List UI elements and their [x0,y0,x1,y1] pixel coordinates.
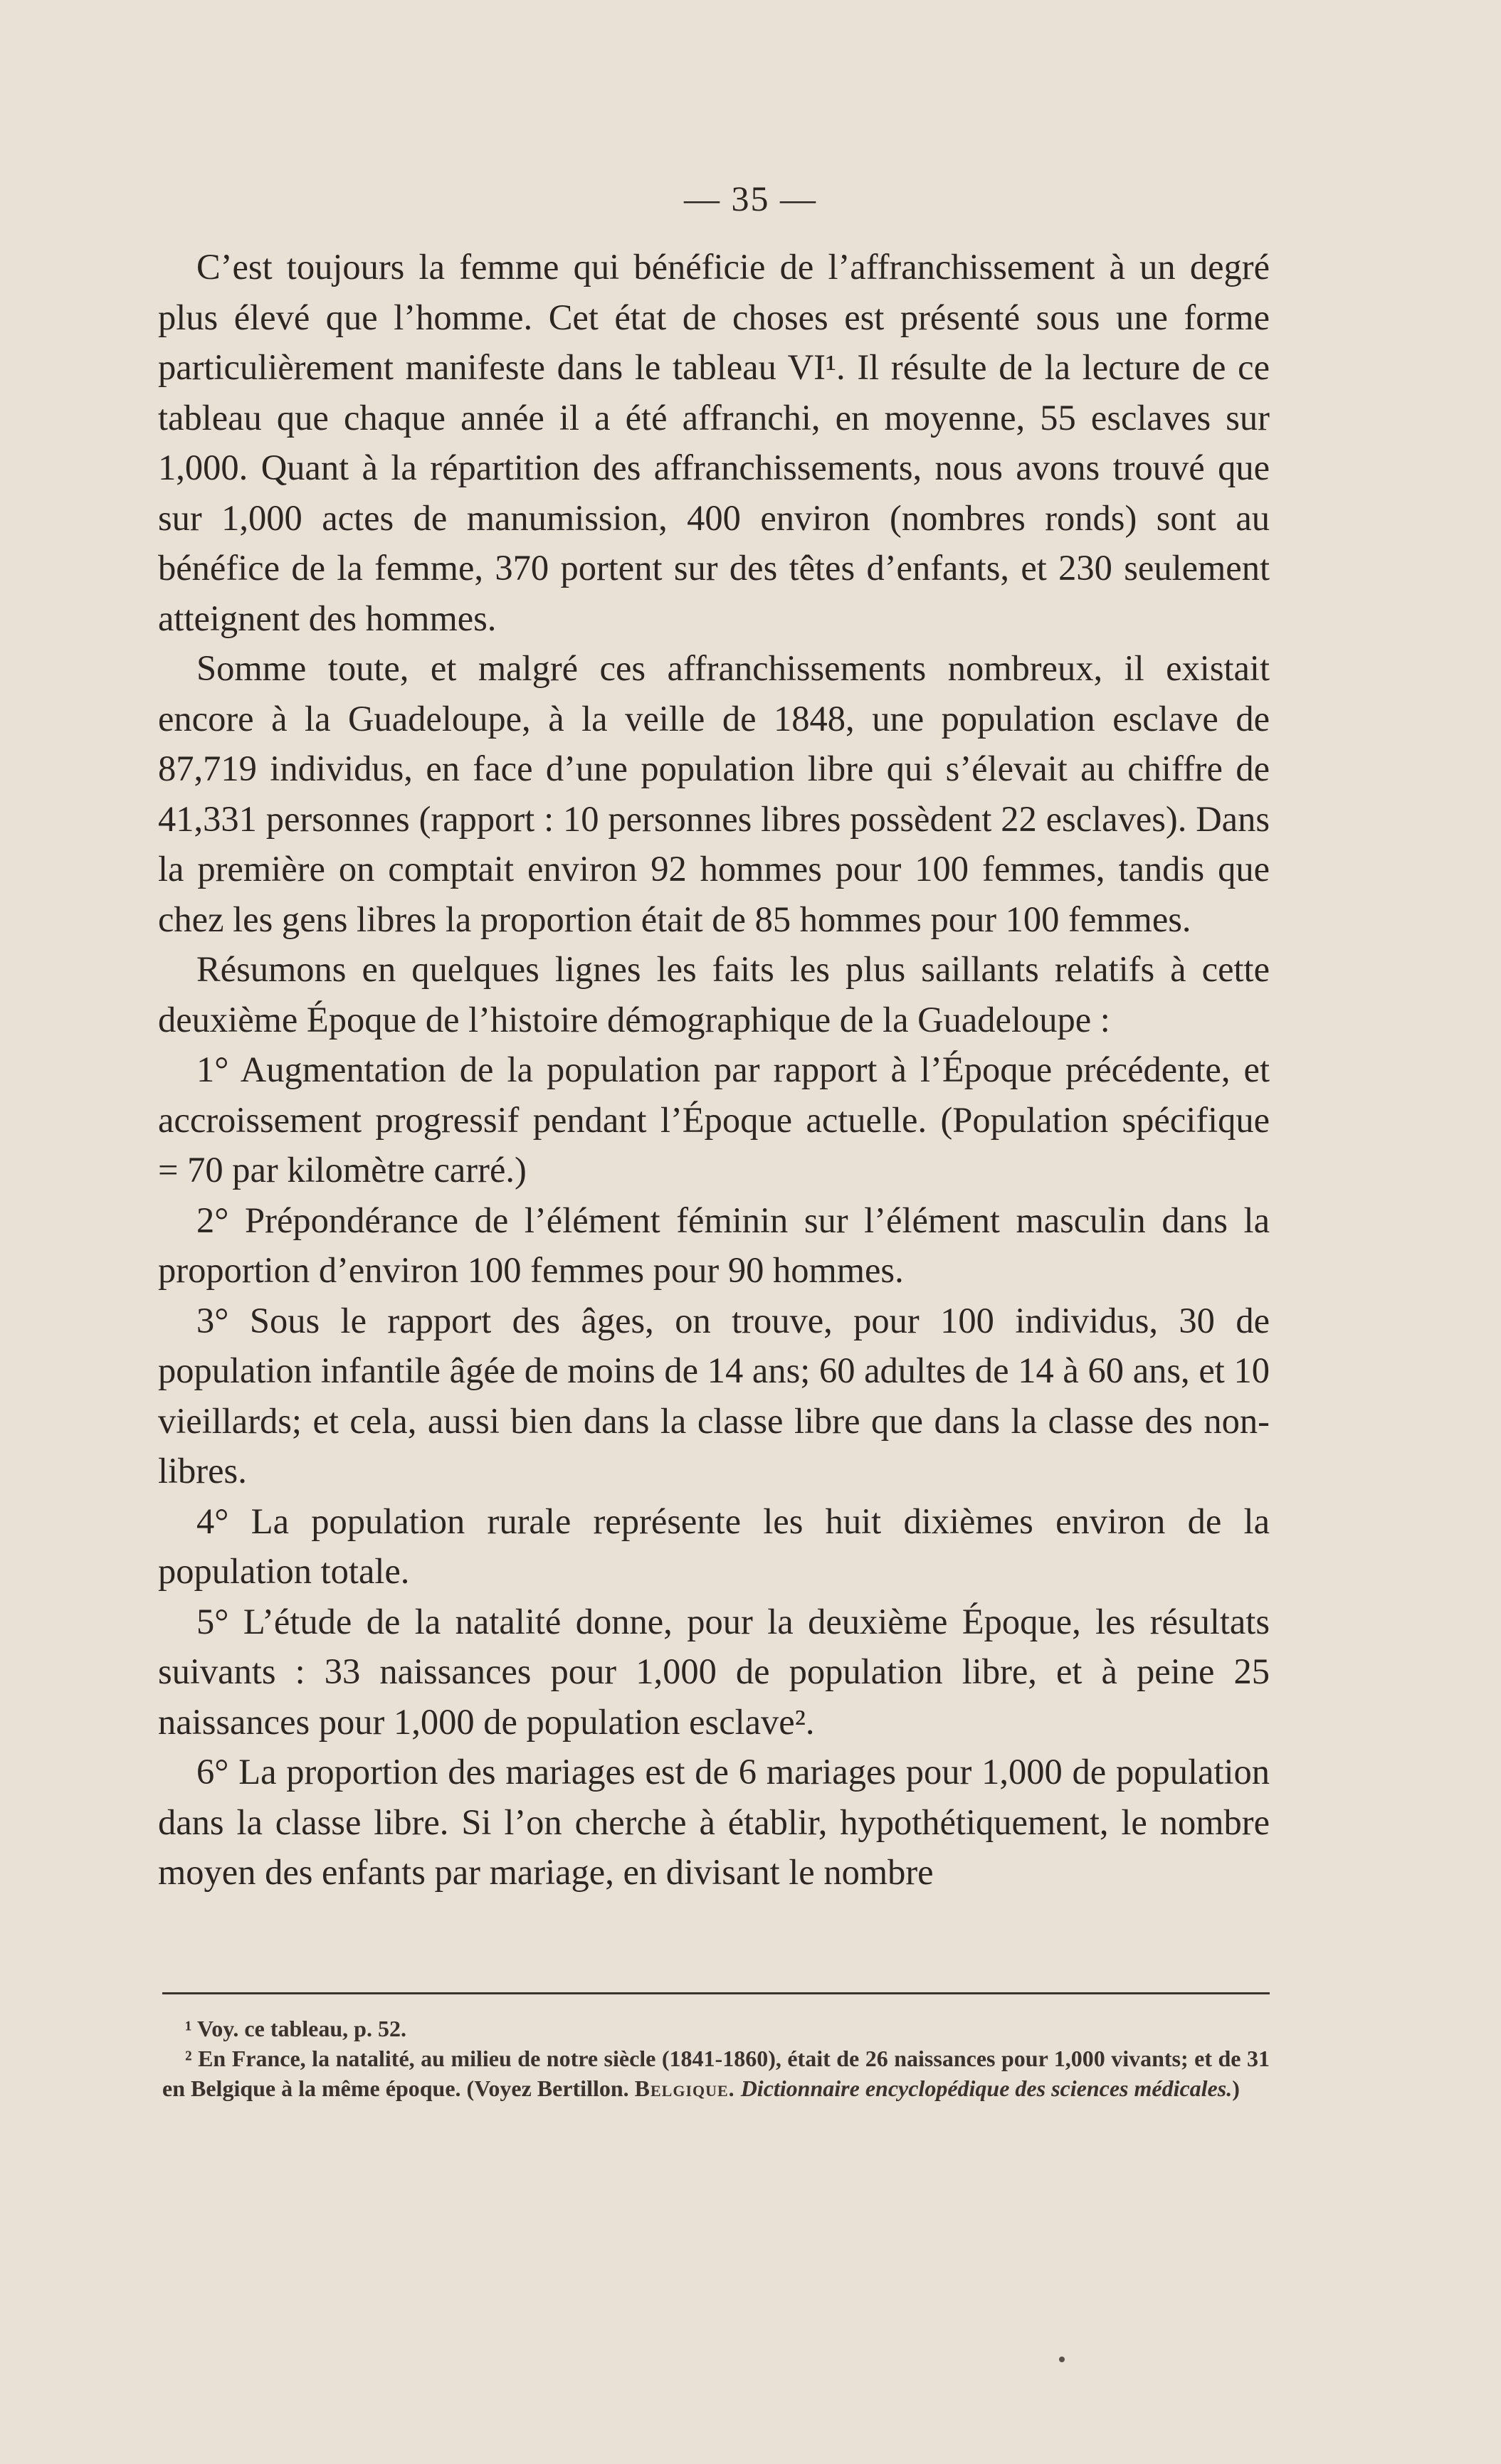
ink-dot [1059,2357,1065,2362]
paragraph-population-1848: Somme toute, et malgré ces affranchissements nombreux, il existait encore à la Guadeloupe, à la veille de 1848, une population esclave de 87,719 individus, en face d’une population libre qui s’élevait au chiffre de 41,331 personnes (rapport : 10 personnes libres possèdent 22 esclaves). Dans la première on comptait environ 92 hommes pour 100 femmes, tandis que chez les gens libres la proportion était de 85 hommes pour 100 femmes. [158,648,1270,939]
paragraph-affranchissement: C’est toujours la femme qui bénéficie de l’affranchissement à un degré plus élevé que l’homme. Cet état de choses est présenté sous une forme particulièrement manifeste dans le tableau VI¹. Il résulte de la lecture de ce tableau que chaque année il a été affranchi, en moyenne, 55 esclaves sur 1,000. Quant à la répartition des affranchissements, nous avons trouvé que sur 1,000 actes de manumission, 400 environ (nombres ronds) sont au bénéfice de la femme, 370 portent sur des têtes d’enfants, et 230 seulement atteignent des hommes. [158,247,1270,638]
summary-item-2: 2° Prépondérance de l’élément féminin sur l’élément masculin dans la proportion d’environ 100 femmes pour 90 hommes. [158,1200,1270,1290]
summary-item-6: 6° La proportion des mariages est de 6 mariages pour 1,000 de population dans la classe libre. Si l’on cherche à établir, hypothétiquement, le nombre moyen des enfants par mariage, en divisant le nombre [158,1752,1270,1892]
footnote-2-close: ) [1232,2076,1240,2101]
footnote-2-work: Dictionnaire encyclopédique des sciences médicales. [740,2076,1233,2101]
footnotes [162,2014,1270,2103]
summary-item-5: 5° L’étude de la natalité donne, pour la deuxième Époque, les résultats suivants : 33 naissances pour 1,000 de population libre, et à peine 25 naissances pour 1,000 de population esclave². [158,1601,1270,1742]
body-text [158,242,1270,1898]
footnote-2-text: ² En France, la natalité, au milieu de notre siècle (1841-1860), était de 26 naissances pour 1,000 vivants; et de 31 en Belgique à la même époque. (Voyez Bertillon. [162,2046,1270,2101]
footnote-separator [162,1992,1270,1994]
footnote-2-author: Belgique. [634,2076,735,2101]
summary-item-3: 3° Sous le rapport des âges, on trouve, pour 100 individus, 30 de population infantile âgée de moins de 14 ans; 60 adultes de 14 à 60 ans, et 10 vieillards; et cela, aussi bien dans la classe libre que dans la classe des non-libres. [158,1300,1270,1491]
summary-item-4: 4° La population rurale représente les huit dixièmes environ de la population totale. [158,1501,1270,1591]
summary-item-1: 1° Augmentation de la population par rapport à l’Époque précédente, et accroissement progressif pendant l’Époque actuelle. (Population spécifique = 70 par kilomètre carré.) [158,1049,1270,1190]
page-number: — 35 — [684,179,817,218]
footnote-2 [162,2043,1270,2103]
paragraph-resume-intro: Résumons en quelques lignes les faits les plus saillants relatifs à cette deuxième Époque de l’histoire démographique de la Guadeloupe : [158,949,1270,1040]
footnote-1: ¹ Voy. ce tableau, p. 52. [185,2016,406,2041]
